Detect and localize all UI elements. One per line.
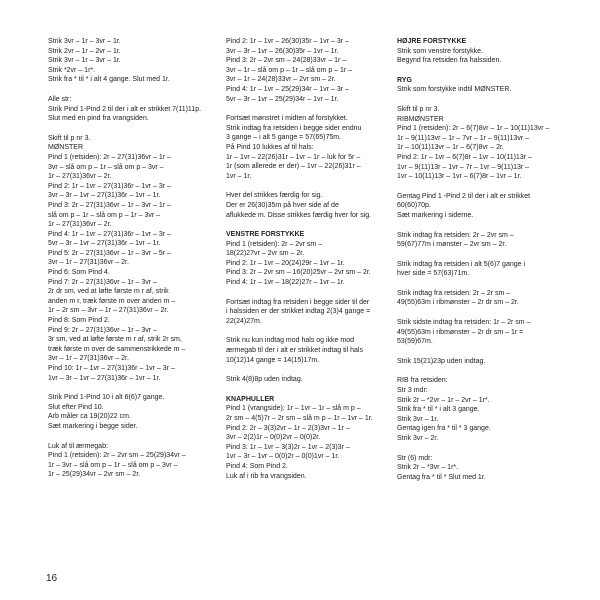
- section-heading: KNAPHULLER: [226, 395, 275, 403]
- text-line: Pind 4: Som Pind 2.: [226, 462, 288, 470]
- text-line: træk første m over de sammenstrikkede m –: [48, 345, 186, 353]
- text-line: Pind 2: 1r – 1vr – 26(30)35r – 1vr – 3r –: [226, 38, 349, 45]
- text-block: [226, 191, 386, 220]
- text-line: Strik indtag fra retsiden i alt 5(6)7 gange i: [397, 260, 526, 268]
- text-block: [48, 134, 203, 383]
- text-line: Gentag igen fra * til * 3 gange.: [397, 425, 491, 433]
- text-line: Sæt markering i begge sider.: [48, 422, 138, 430]
- text-line: slå om p – 1r – slå om p – 1r – 3vr –: [48, 211, 161, 219]
- text-line: 1vr – 9(11)13r – 1vr – 7r – 1vr – 9(11)13r –: [397, 163, 530, 171]
- text-line: anden m r, træk første m over anden m –: [48, 297, 176, 305]
- text-line: Pind 7: 2r – 27(31)36vr – 1r – 3vr –: [48, 278, 157, 286]
- text-line: 1vr – 3r – 1vr – 0(0)2r – 0(0)1vr – 1r.: [226, 453, 340, 461]
- text-line: Pind 2: 1r – 1vr – 27(31)36r – 1vr – 3r –: [48, 182, 171, 190]
- text-line: Luk af i rib fra vrangsiden.: [226, 472, 307, 480]
- text-line: 1r – 27(31)36vr – 2r.: [48, 221, 112, 229]
- text-line: Alle str:: [48, 95, 72, 103]
- text-line: På Pind 10 lukkes af til hals:: [226, 143, 314, 151]
- text-line: Strik 15(21)23p uden indtag.: [397, 357, 486, 365]
- text-line: Strik 2r – *3vr – 1r*.: [397, 464, 459, 472]
- text-block: [226, 336, 386, 365]
- text-line: Strik Pind 1-Pind 10 i alt 6(6)7 gange.: [48, 394, 165, 402]
- text-line: 1r (som allerede er der) – 1vr – 22(26)31r –: [226, 163, 361, 171]
- text-line: Strik 4(8)8p uden indtag.: [226, 376, 303, 384]
- text-line: Pind 1 (retsiden): 2r – 27(31)36vr – 1r –: [48, 153, 171, 161]
- text-line: Strik indtag fra retsiden: 2r – 2r sm –: [397, 289, 511, 297]
- text-line: RIB fra retsiden:: [397, 377, 448, 385]
- text-line: 1r – 25(29)34vr – 2vr sm – 2r.: [48, 471, 141, 479]
- text-line: Gentag fra * til * Slut med 1r.: [397, 473, 486, 481]
- text-block: [397, 357, 557, 367]
- text-line: Sæt markering i siderne.: [397, 211, 474, 219]
- text-line: 49(55)63m i ribmønster – 2r dr sm – 1r =: [397, 328, 524, 336]
- section-heading: RYG: [397, 76, 412, 84]
- text-line: MØNSTER: [48, 144, 83, 152]
- text-line: 1r – 10(11)13vr – 1r – 6(7)8vr – 2r.: [397, 144, 504, 152]
- text-block: [226, 37, 386, 104]
- text-block: [48, 37, 203, 85]
- text-line: Pind 9: 2r – 27(31)36vr – 1r – 3vr –: [48, 326, 157, 334]
- text-line: 3 gange – i alt 5 gange = 57(65)75m.: [226, 134, 342, 142]
- text-line: 2r dr sm, ved at løfte første m r af, strik: [48, 288, 169, 296]
- text-line: 3vr – 2(2)1r – 0(0)2vr – 0(0)2r.: [226, 434, 321, 442]
- text-line: 3vr – 1r – 27(31)36vr – 2r.: [48, 355, 129, 363]
- text-line: 10(12)14 gange = 14(15)17m.: [226, 356, 320, 364]
- text-line: Strik 3vr – 2r.: [397, 435, 439, 442]
- text-line: Strik fra * til * i alt 3 gange.: [397, 406, 480, 414]
- text-line: Strik 2r – *2vr – 1r – 2vr – 1r*.: [397, 396, 490, 404]
- text-line: Der er 26(30)35m på hver side af de: [226, 201, 339, 209]
- text-line: Strik nu kun indtag mod hals og ikke mod: [226, 337, 355, 345]
- text-line: Pind 2: 2r – 3(3)2vr – 1r – 2(3)3vr – 1r –: [226, 424, 350, 432]
- text-line: Pind 1 (retsiden): 2r – 6(7)8vr – 1r – 10(11)13vr –: [397, 125, 550, 133]
- text-block: [226, 230, 386, 288]
- text-line: Strik sidste indtag fra retsiden: 1r – 2r sm –: [397, 319, 531, 327]
- text-line: Gentag Pind 1 -Pind 2 til der i alt er strikket: [397, 192, 531, 200]
- text-line: Pind 6: Som Pind 4.: [48, 269, 110, 277]
- text-line: 3vr – 1r – 24(28)33vr – 2vr sm – 2r.: [226, 76, 336, 84]
- text-line: 3r sm, ved at løfte første m r af, strik 2r sm,: [48, 336, 182, 344]
- text-block: [48, 442, 203, 480]
- text-line: Luk af til ærmegab:: [48, 442, 108, 450]
- text-block: [397, 37, 557, 66]
- text-line: Strik 3vr – 1r – 3vr – 1r.: [48, 57, 121, 65]
- text-line: Begynd fra retsiden fra halssiden.: [397, 57, 502, 65]
- text-block: [397, 454, 557, 483]
- text-line: Strik fra * til * i alt 4 gange. Slut med 1r.: [48, 76, 170, 84]
- text-line: Strik 3vr – 1r – 3vr – 1r.: [48, 38, 121, 45]
- text-line: Pind 1 (vrangside): 1r – 1vr – 1r – slå m p –: [226, 405, 361, 413]
- text-line: Strik som forstykke indtil MØNSTER.: [397, 86, 512, 94]
- text-block: [226, 298, 386, 327]
- text-line: Pind 3: 2r – 2vr sm – 16(20)25vr – 2vr sm – 2r.: [226, 269, 371, 277]
- text-line: Pind 3: 2r – 2vr sm – 24(28)33vr – 1r –: [226, 57, 347, 65]
- text-line: Slut med en pind fra vrangsiden.: [48, 115, 149, 123]
- text-line: Hver del strikkes færdig for sig.: [226, 192, 323, 200]
- text-line: 1vr – 10(11)13r – 1vr – 6(7)8r – 1vr – 1r.: [397, 173, 522, 181]
- text-line: 1r – 9(11)13vr – 1r – 7vr – 1r – 9(11)13vr –: [397, 134, 530, 142]
- text-line: 59(67)77m i mønster – 2vr sm – 2r.: [397, 241, 507, 249]
- text-line: Pind 5: 2r – 27(31)36vr – 1r – 3vr – 5r –: [48, 249, 171, 257]
- text-block: [397, 318, 557, 347]
- text-block: [48, 393, 203, 431]
- text-line: 60(60)70p.: [397, 202, 431, 210]
- text-line: 5vr – 3r – 1vr – 27(31)36r – 1vr – 1r.: [48, 240, 161, 248]
- text-line: Pind 1 (retsiden): 2r – 2vr sm –: [226, 240, 323, 248]
- text-line: 3vr – 3r – 1vr – 26(30)35r – 1vr – 1r.: [226, 47, 339, 55]
- text-line: Strik Pind 1-Pind 2 til der i alt er strikket 7(11)11p.: [48, 105, 202, 113]
- text-line: 3vr – slå om p – 1r – slå om p – 3vr –: [48, 163, 164, 171]
- text-line: Strik indtag fra retsiden: 2r – 2vr sm –: [397, 231, 514, 239]
- text-block: [397, 376, 557, 443]
- text-line: Pind 10: 1r – 1vr – 27(31)36r – 1vr – 3r –: [48, 365, 175, 372]
- text-block: [226, 395, 386, 481]
- text-line: Strik *2vr – 1r*.: [48, 66, 96, 74]
- text-line: 5vr – 3r – 1vr – 25(29)34r – 1vr – 1r.: [226, 95, 339, 103]
- text-line: Skift til p nr 3.: [48, 134, 91, 142]
- text-line: 18(22)27vr – 2vr sm – 2r.: [226, 250, 305, 258]
- text-line: Strik 3vr – 1r.: [397, 415, 439, 423]
- text-line: 1r – 27(31)36vr – 2r.: [48, 173, 112, 181]
- text-line: 1r – 2r sm – 3vr – 1r – 27(31)36vr – 2r.: [48, 307, 169, 315]
- text-line: 1r – 3vr – slå om p – 1r – slå om p – 3vr –: [48, 461, 178, 469]
- text-block: [397, 289, 557, 308]
- text-block: [397, 192, 557, 221]
- text-line: Pind 2: 1r – 1vr – 6(7)8r – 1vr – 10(11)13r –: [397, 153, 532, 161]
- text-line: 49(55)63m i ribmønster – 2r dr sm – 2r.: [397, 299, 519, 307]
- text-line: Str 3 mdr:: [397, 387, 428, 395]
- text-line: aflukkede m. Disse strikkes færdig hver for sig.: [226, 211, 372, 219]
- text-line: 1r – 1vr – 22(26)31r – 1vr – 1r – luk for 5r –: [226, 153, 361, 161]
- text-line: Fortsæt mønstret i midten af forstykket.: [226, 115, 348, 123]
- text-block: [397, 260, 557, 279]
- text-line: Strik som venstre forstykke.: [397, 47, 483, 55]
- text-line: 3vr – 1r – 27(31)36vr – 2r.: [48, 259, 129, 267]
- text-line: ærmegab til der i alt er strikket indtag til hals: [226, 347, 363, 355]
- text-column-1: [48, 37, 203, 490]
- text-line: 3vr – 3r – 1vr – 27(31)36r – 1vr – 1r.: [48, 192, 161, 200]
- text-line: Strik indtag fra retsiden i begge sider endnu: [226, 124, 362, 132]
- text-line: Pind 3: 1r – 1vr – 3(3)2r – 1vr – 2(3)3r –: [226, 443, 350, 451]
- text-line: Slut efter Pind 10.: [48, 403, 104, 411]
- text-line: 1vr – 3r – 1vr – 27(31)36r – 1vr – 1r.: [48, 374, 161, 382]
- text-line: Pind 4: 1r – 1vr – 27(31)36r – 1vr – 3r –: [48, 230, 171, 238]
- text-block: [397, 231, 557, 250]
- text-line: hver side = 57(63)71m.: [397, 270, 470, 278]
- text-block: [397, 105, 557, 182]
- text-line: 1vr – 1r.: [226, 172, 252, 180]
- text-line: Pind 8: Som Pind 2.: [48, 317, 110, 325]
- text-line: Pind 1 (retsiden): 2r – 2vr sm – 25(29)34vr –: [48, 452, 186, 460]
- text-block: [226, 375, 386, 385]
- text-block: [48, 95, 203, 124]
- text-line: Str (6) mdr:: [397, 454, 433, 462]
- section-heading: HØJRE FORSTYKKE: [397, 38, 467, 45]
- text-line: Skift til p nr 3.: [397, 105, 440, 113]
- text-line: 2r sm – 4(5)7r – 2r sm – slå m p – 1r – 1vr – 1r.: [226, 415, 373, 422]
- text-line: Fortsæt indtag fra retsiden i begge sider til der: [226, 298, 370, 306]
- text-column-2: [226, 37, 386, 491]
- text-line: Pind 2: 1r – 1vr – 20(24)29r – 1vr – 1r.: [226, 259, 345, 267]
- text-block: [226, 114, 386, 181]
- section-heading: VENSTRE FORSTYKKE: [226, 231, 305, 239]
- text-line: i halssiden er der strikket indtag 2(3)4 gange =: [226, 308, 371, 316]
- text-line: 22(24)27m.: [226, 317, 262, 325]
- page-number: 16: [46, 573, 58, 584]
- text-line: Strik 2vr – 1r – 2vr – 1r.: [48, 47, 121, 55]
- text-line: RIBMØNSTER: [397, 115, 444, 123]
- text-line: 3vr – 1r – slå om p – 1r – slå om p – 1r –: [226, 66, 353, 74]
- text-line: Pind 4: 1r – 1vr – 18(22)27r – 1vr – 1r.: [226, 279, 345, 287]
- text-column-3: [397, 37, 557, 492]
- text-line: Pind 3: 2r – 27(31)36vr – 1r – 3vr – 1r –: [48, 201, 171, 209]
- text-line: 53(59)67m.: [397, 338, 433, 346]
- text-block: [397, 76, 557, 95]
- text-line: Arb måler ca 19(20)22 cm.: [48, 413, 131, 421]
- text-line: Pind 4: 1r – 1vr – 25(29)34r – 1vr – 3r –: [226, 85, 349, 93]
